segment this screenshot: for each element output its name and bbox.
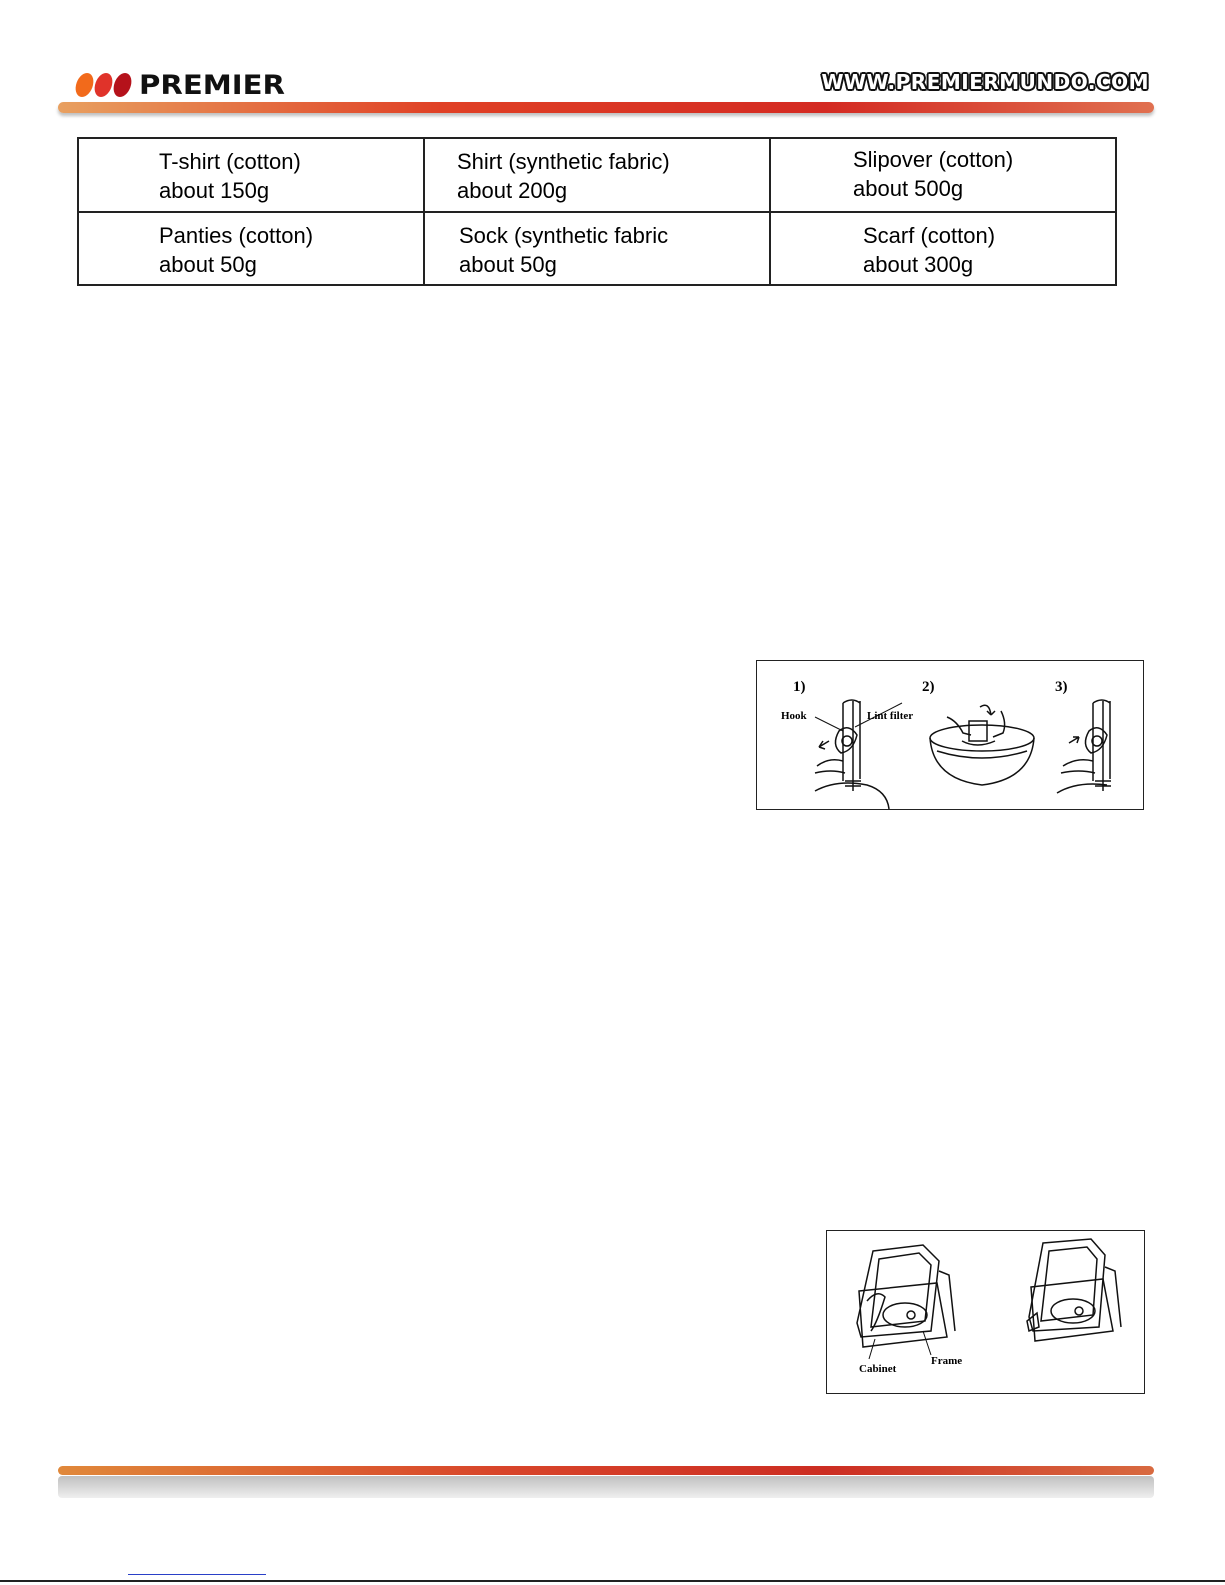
item-name: Shirt (synthetic fabric)	[457, 149, 670, 174]
logo-dot-darkred	[111, 73, 133, 97]
table-row	[78, 212, 1116, 286]
cabinet-frame-figure	[826, 1230, 1145, 1394]
cabinet-label: Cabinet	[859, 1363, 897, 1375]
brand-logo	[76, 69, 285, 101]
table-cell	[424, 138, 770, 212]
footer-divider-bar	[58, 1466, 1154, 1475]
item-weight: about 50g	[159, 251, 257, 277]
item-name: Sock (synthetic fabric	[459, 222, 669, 248]
lint-filter-figure	[756, 660, 1144, 810]
footer-link-underline	[128, 1574, 266, 1575]
table-cell	[78, 138, 424, 212]
item-name: Panties (cotton)	[159, 222, 314, 248]
table-cell	[78, 212, 424, 286]
lint-filter-label: Lint filter	[867, 710, 914, 722]
step-1-label: 1)	[793, 679, 806, 695]
step-2-label: 2)	[922, 679, 935, 695]
hook-label: Hook	[781, 710, 807, 722]
table-row	[78, 138, 1116, 212]
logo-dot-red	[92, 73, 114, 97]
item-name: Scarf (cotton)	[863, 222, 996, 248]
footer-rule	[0, 1580, 1225, 1582]
website-url[interactable]: WWW.PREMIERMUNDO.COM	[821, 70, 1149, 94]
item-weight: about 500g	[853, 176, 964, 201]
footer-shadow-bar	[58, 1476, 1154, 1498]
table-cell	[770, 212, 1116, 286]
logo-dot-orange	[73, 73, 95, 97]
brand-name: PREMIER	[139, 69, 285, 101]
header-divider-bar	[58, 102, 1154, 113]
lint-filter-illustration	[757, 661, 1143, 809]
table-cell	[424, 212, 770, 286]
frame-label: Frame	[931, 1355, 963, 1367]
item-weight: about 300g	[863, 251, 974, 277]
item-weight: about 200g	[457, 178, 568, 203]
item-name: Slipover (cotton)	[853, 147, 1014, 172]
item-weight: about 150g	[159, 178, 270, 203]
item-weight: about 50g	[459, 251, 557, 277]
item-name: T-shirt (cotton)	[159, 149, 301, 174]
table-cell	[770, 138, 1116, 212]
laundry-weights-table	[77, 137, 1117, 286]
step-3-label: 3)	[1055, 679, 1068, 695]
